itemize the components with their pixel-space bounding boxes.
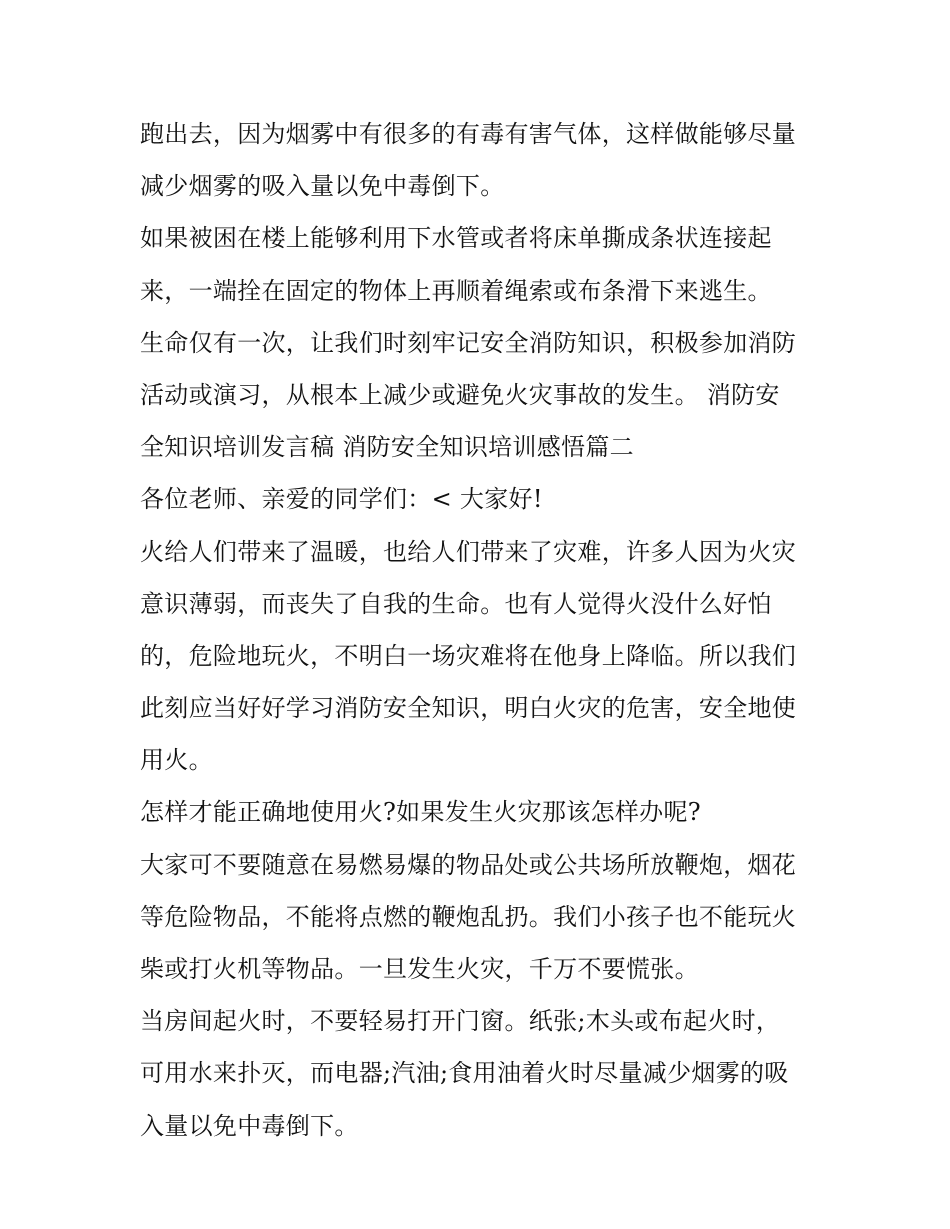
text-line: 生命仅有一次，让我们时刻牢记安全消防知识，积极参加消防 (140, 328, 797, 357)
text-line: 跑出去，因为烟雾中有很多的有毒有害气体，这样做能够尽量 (140, 120, 797, 148)
text-line: 大家可不要随意在易燃易爆的物品处或公共场所放鞭炮，烟花 (140, 850, 797, 879)
text-line: 火给人们带来了温暖，也给人们带来了灾难，许多人因为火灾 (140, 537, 797, 566)
text-line: 等危险物品，不能将点燃的鞭炮乱扔。我们小孩子也不能玩火 (140, 902, 797, 931)
text-line: 全知识培训发言稿 消防安全知识培训感悟篇二 (140, 433, 634, 462)
text-line: 此刻应当好好学习消防安全知识，明白火灾的危害，安全地使 (140, 694, 797, 723)
text-line: 意识薄弱，而丧失了自我的生命。也有人觉得火没什么好怕 (140, 589, 772, 618)
text-line: 如果被困在楼上能够利用下水管或者将床单撕成条状连接起 (140, 224, 772, 253)
text-line: 当房间起火时，不要轻易打开门窗。纸张;木头或布起火时， (140, 1007, 781, 1036)
text-line: 入量以免中毒倒下。 (140, 1111, 359, 1140)
text-line: 活动或演习，从根本上减少或避免火灾事故的发生。 消防安 (140, 380, 780, 409)
document-body (140, 108, 830, 1152)
text-line: 怎样才能正确地使用火?如果发生火灾那该怎样办呢? (140, 798, 701, 827)
text-line: 可用水来扑灭，而电器;汽油;食用油着火时尽量减少烟雾的吸 (140, 1059, 789, 1088)
text-line: 各位老师、亲爱的同学们：< 大家好! (140, 485, 543, 514)
text-line: 减少烟雾的吸入量以免中毒倒下。 (140, 172, 505, 201)
text-line: 的，危险地玩火，不明白一场灾难将在他身上降临。所以我们 (140, 641, 797, 670)
text-line: 来，一端拴在固定的物体上再顺着绳索或布条滑下来逃生。 (140, 276, 772, 305)
text-line: 柴或打火机等物品。一旦发生火灾，千万不要慌张。 (140, 955, 699, 983)
text-line: 用火。 (140, 746, 213, 775)
